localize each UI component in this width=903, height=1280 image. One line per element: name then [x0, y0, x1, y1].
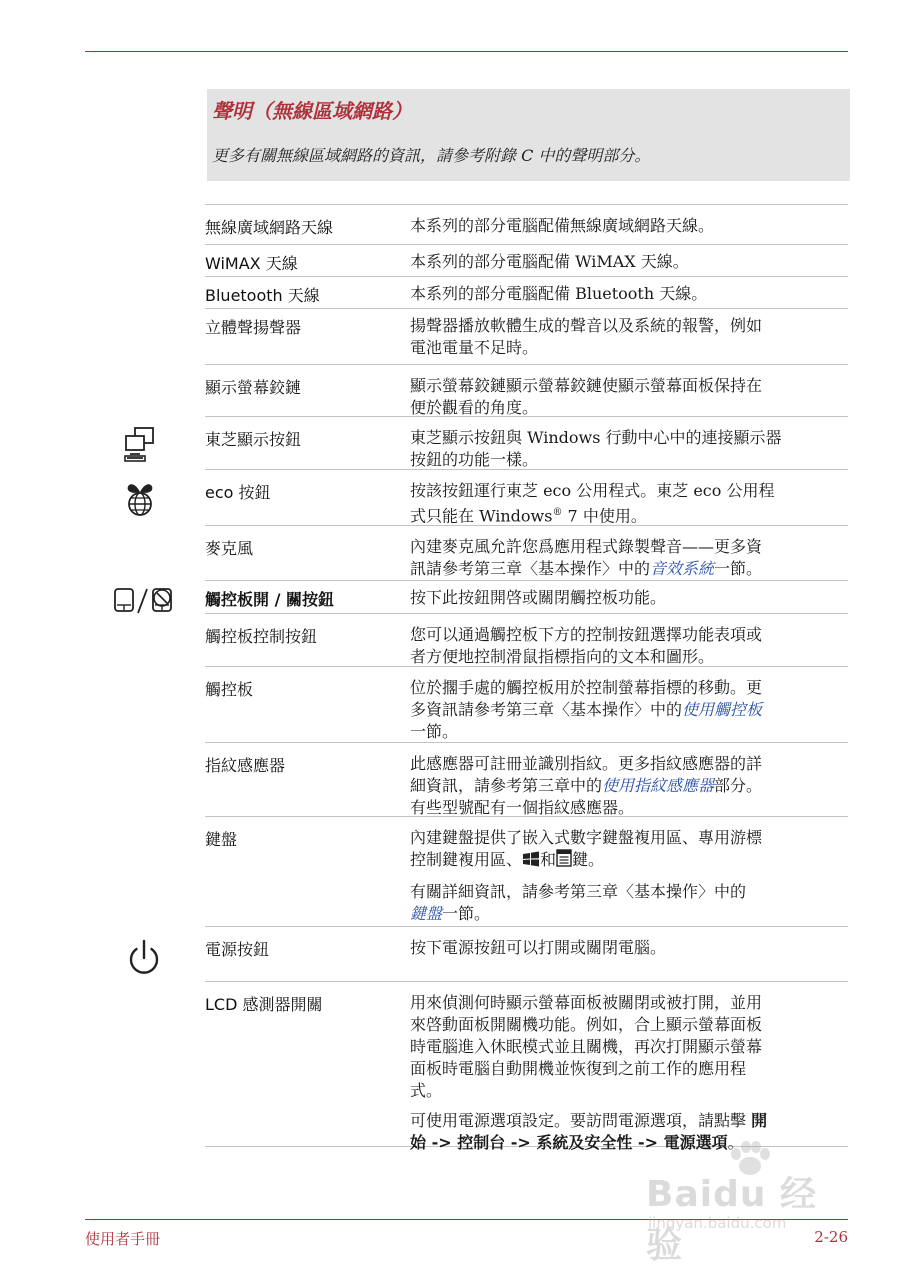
desc-line: 東芝顯示按鈕與 Windows 行動中心中的連接顯示器	[410, 428, 782, 447]
touchpad-link[interactable]: 使用觸控板	[682, 700, 763, 719]
desc-line: 內建麥克風允許您爲應用程式錄製聲音——更多資	[410, 537, 763, 556]
table-row	[205, 927, 848, 982]
desc-text: 用來偵測何時顯示螢幕面板被關閉或被打開，並用	[410, 993, 763, 1012]
desc-line: 電池電量不足時。	[410, 338, 539, 357]
desc-text: 多資訊請參考第三章〈基本操作〉中的	[410, 700, 683, 719]
notice-body: 更多有關無線區域網路的資訊，請參考附錄 C 中的聲明部分。	[212, 146, 651, 165]
table-row	[205, 365, 848, 417]
row-desc	[410, 480, 842, 527]
desc-line: 顯示螢幕鉸鏈顯示螢幕鉸鏈使顯示螢幕面板保持在	[410, 376, 763, 395]
row-desc: 本系列的部分電腦配備 WiMAX 天線。	[410, 252, 689, 271]
application-key-icon	[556, 849, 572, 873]
desc-paragraph	[410, 827, 842, 873]
row-desc	[410, 677, 842, 743]
desc-text: 控制鍵複用區、	[410, 850, 523, 869]
row-term: 顯示螢幕鉸鏈	[205, 378, 302, 397]
row-desc: 本系列的部分電腦配備 Bluetooth 天線。	[410, 284, 708, 303]
desc-line: 者方便地控制滑鼠指標指向的文本和圖形。	[410, 647, 715, 666]
sound-system-link[interactable]: 音效系統	[650, 559, 715, 578]
baidu-watermark	[640, 1160, 850, 1266]
desc-text: 式只能在 Windows	[410, 506, 553, 526]
row-term: 東芝顯示按鈕	[205, 430, 302, 449]
table-row	[205, 743, 848, 817]
desc-paragraph	[410, 881, 842, 925]
desc-line	[410, 558, 842, 580]
desc-text: 式。	[410, 1081, 443, 1100]
row-desc	[410, 375, 842, 419]
desc-line: 有些型號配有一個指紋感應器。	[410, 798, 635, 817]
row-term: 指紋感應器	[205, 756, 286, 775]
table-row	[205, 205, 848, 245]
power-options-path: 始 -> 控制台 -> 系統及安全性 -> 電源選項	[410, 1133, 728, 1152]
row-term: 觸控板	[205, 680, 254, 699]
desc-text: 訊請參考第三章〈基本操作〉中的	[410, 559, 651, 578]
row-desc	[410, 427, 842, 471]
desc-text: 來啓動面板開關機功能。例如，合上顯示螢幕面板	[410, 1015, 763, 1034]
desc-text: 細資訊，請參考第三章中的	[410, 776, 603, 795]
manual-title: 使用者手冊	[85, 1230, 161, 1248]
watermark-logo-text: Baidu 经验	[646, 1174, 818, 1266]
row-desc	[410, 536, 842, 580]
desc-line: 按該按鈕運行東芝 eco 公用程式。東芝 eco 公用程	[410, 481, 775, 500]
desc-text: 。	[727, 1133, 744, 1152]
row-desc	[410, 624, 842, 668]
page-number: 2-26	[814, 1228, 848, 1246]
desc-text: 可使用電源選項設定。要訪問電源選項，請點擊	[410, 1111, 752, 1130]
table-row	[205, 982, 848, 1152]
eco-icon	[124, 478, 156, 522]
keyboard-link[interactable]: 鍵盤	[410, 904, 443, 923]
row-desc	[410, 753, 842, 819]
desc-line: 按鈕的功能一樣。	[410, 450, 539, 469]
power-options-path: 開	[751, 1111, 768, 1130]
desc-text: 時電腦進入休眠模式並且關機，再次打開顯示螢幕	[410, 1037, 763, 1056]
row-term: LCD 感測器開關	[205, 995, 323, 1014]
row-term: 麥克風	[205, 539, 254, 558]
desc-line: 您可以通過觸控板下方的控制按鈕選擇功能表項或	[410, 625, 763, 644]
table-row	[205, 277, 848, 309]
display-button-icon	[124, 426, 156, 468]
row-term: 立體聲揚聲器	[205, 318, 302, 337]
windows-key-icon	[522, 851, 540, 873]
component-table	[205, 204, 848, 1152]
desc-line: 一節。	[410, 722, 459, 741]
desc-text: 7 中使用。	[562, 506, 647, 526]
desc-text: 和	[540, 850, 557, 869]
row-term: 觸控板開 / 關按鈕	[205, 590, 334, 609]
desc-line: 便於觀看的角度。	[410, 398, 539, 417]
desc-line: 揚聲器播放軟體生成的聲音以及系統的報警，例如	[410, 316, 763, 335]
desc-paragraph	[410, 992, 842, 1102]
desc-line	[410, 699, 842, 721]
table-row	[205, 614, 848, 667]
power-icon	[124, 938, 164, 982]
desc-line	[410, 502, 842, 527]
row-desc: 按下此按鈕開啓或關閉觸控板功能。	[410, 588, 667, 607]
table-row	[205, 817, 848, 927]
table-row	[205, 581, 848, 614]
row-term: 鍵盤	[205, 830, 238, 849]
row-desc: 按下電源按鈕可以打開或關閉電腦。	[410, 938, 667, 957]
table-row	[205, 667, 848, 743]
watermark-url: jingyan.baidu.com	[648, 1214, 787, 1232]
row-term: 電源按鈕	[205, 940, 270, 959]
table-row	[205, 417, 848, 470]
desc-text: 一節。	[442, 904, 491, 923]
desc-text: 內建鍵盤提供了嵌入式數字鍵盤複用區、專用游標	[410, 828, 763, 847]
notice-title: 聲明（無線區域網路）	[212, 99, 412, 123]
row-term: 觸控板控制按鈕	[205, 627, 318, 646]
row-desc	[410, 827, 842, 925]
table-row	[205, 309, 848, 365]
touchpad-toggle-icon	[112, 585, 178, 621]
wireless-lan-notice	[207, 89, 850, 181]
desc-text: 有關詳細資訊，請參考第三章〈基本操作〉中的	[410, 882, 747, 901]
table-row	[205, 245, 848, 277]
desc-text: 一節。	[714, 559, 763, 578]
desc-text: 鍵。	[572, 850, 605, 869]
desc-line: 此感應器可註冊並識別指紋。更多指紋感應器的詳	[410, 754, 763, 773]
desc-text: 部分。	[714, 776, 763, 795]
row-desc	[410, 992, 842, 1154]
row-desc: 本系列的部分電腦配備無線廣域網路天線。	[410, 216, 715, 235]
header-rule	[85, 51, 848, 52]
desc-line	[410, 775, 842, 797]
desc-text: 面板時電腦自動開機並恢復到之前工作的應用程	[410, 1059, 747, 1078]
table-row	[205, 526, 848, 581]
registered-mark: ®	[552, 507, 563, 518]
row-term: 無線廣域網路天線	[205, 218, 334, 237]
table-row	[205, 470, 848, 526]
row-term: Bluetooth 天線	[205, 286, 320, 305]
desc-line: 位於擱手處的觸控板用於控制螢幕指標的移動。更	[410, 678, 763, 697]
row-desc	[410, 315, 842, 359]
fingerprint-link[interactable]: 使用指紋感應器	[602, 776, 715, 795]
row-term: eco 按鈕	[205, 483, 271, 502]
row-term: WiMAX 天線	[205, 254, 298, 273]
